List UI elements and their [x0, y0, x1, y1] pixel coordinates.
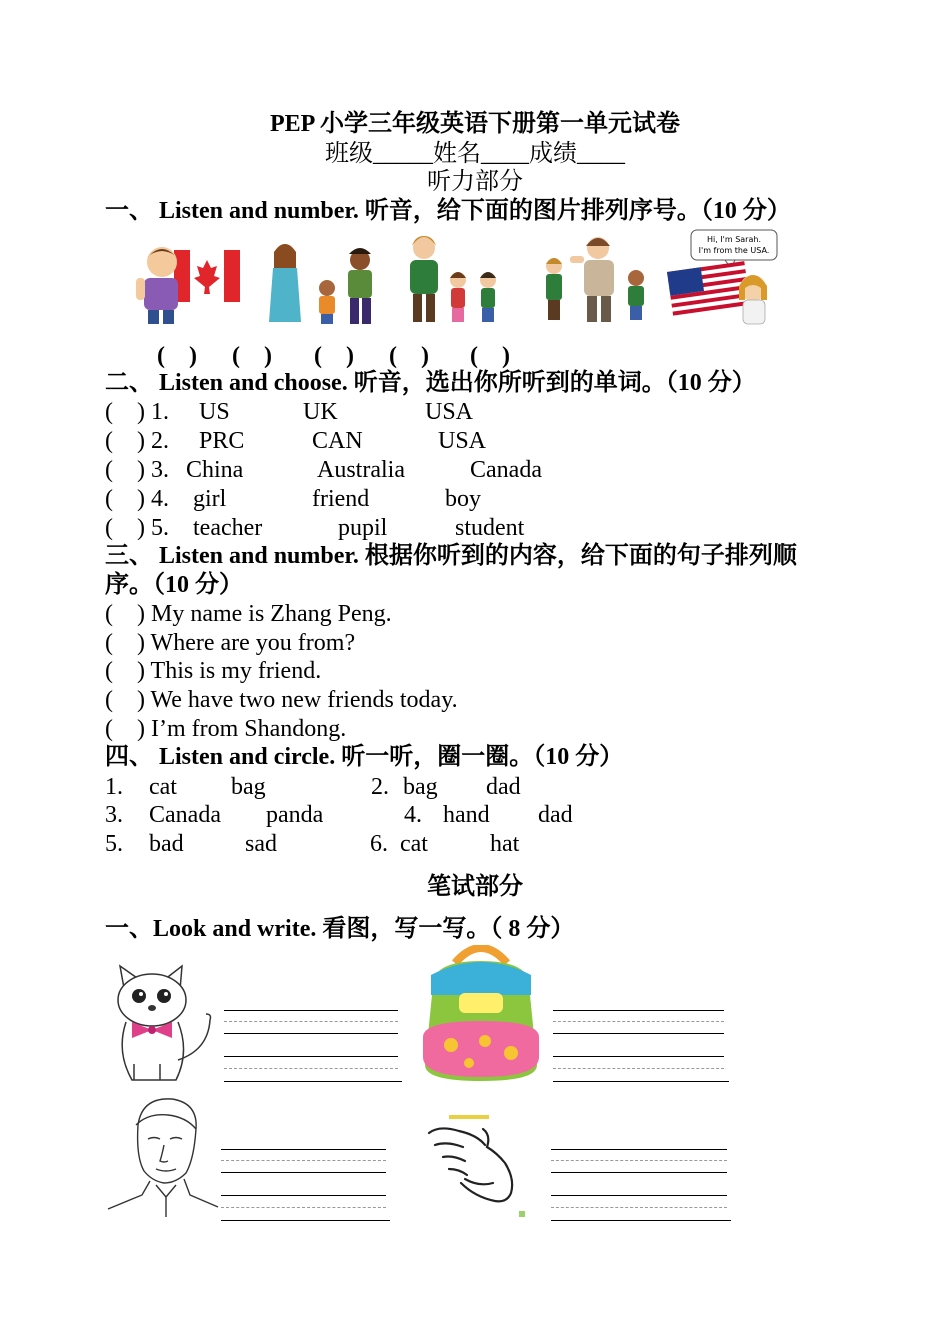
circle-item-1-word-b[interactable]: bag	[231, 774, 266, 800]
circle-item-4-word-b[interactable]: dad	[538, 802, 573, 828]
part4-heading: 四、 Listen and circle. 听一听，圈一圈。（10 分）	[105, 744, 624, 770]
circle-item-5-word-a[interactable]: bad	[149, 831, 184, 857]
cat-picture	[104, 960, 219, 1085]
choose-row-2-option-b[interactable]: CAN	[312, 428, 363, 454]
choose-row-5-option-c[interactable]: student	[455, 515, 525, 541]
write-line[interactable]	[221, 1172, 386, 1173]
circle-item-1-number: 1.	[105, 774, 123, 800]
choose-row-1-option-c[interactable]: USA	[425, 399, 474, 425]
choose-row-3-option-b[interactable]: Australia	[317, 457, 405, 483]
write-line[interactable]	[224, 1081, 402, 1082]
boy-canada-flag-picture	[134, 240, 242, 324]
write-line[interactable]	[224, 1010, 398, 1011]
write-line[interactable]	[551, 1195, 727, 1196]
choose-row-4-option-a[interactable]: girl	[193, 486, 227, 512]
teacher-with-kids-picture	[400, 234, 510, 324]
order-sentence-3[interactable]: ( ) This is my friend.	[105, 658, 322, 684]
part1-heading: 一、 Listen and number. 听音，给下面的图片排列序号。（10 分）	[105, 198, 791, 224]
circle-item-5-number: 5.	[105, 831, 123, 857]
answer-bracket-5[interactable]: ( )	[470, 343, 510, 369]
write-guide-line	[553, 1068, 724, 1069]
choose-row-5-option-a[interactable]: teacher	[193, 515, 263, 541]
choose-row-4-option-c[interactable]: boy	[445, 486, 481, 512]
choose-row-1-option-b[interactable]: UK	[303, 399, 338, 425]
schoolbag-picture	[415, 945, 550, 1085]
write-guide-line	[553, 1021, 724, 1022]
circle-item-3-word-a[interactable]: Canada	[149, 802, 221, 828]
circle-item-6-word-a[interactable]: cat	[400, 831, 428, 857]
written-part1-heading: 一、Look and write. 看图，写一写。（ 8 分）	[105, 916, 575, 942]
student-info-line: 班级_____姓名____成绩____	[325, 141, 625, 167]
circle-item-4-number: 4.	[404, 802, 422, 828]
write-guide-line	[224, 1068, 398, 1069]
answer-bracket-2[interactable]: ( )	[232, 343, 272, 369]
circle-item-3-number: 3.	[105, 802, 123, 828]
order-sentence-1[interactable]: ( ) My name is Zhang Peng.	[105, 601, 392, 627]
circle-item-2-word-b[interactable]: dad	[486, 774, 521, 800]
choose-row-5-number[interactable]: ( ) 5.	[105, 515, 169, 541]
choose-row-2-option-c[interactable]: USA	[438, 428, 487, 454]
write-line[interactable]	[553, 1081, 729, 1082]
speech-bubble-line-1: Hi, I'm Sarah.	[706, 235, 762, 244]
write-line[interactable]	[553, 1033, 724, 1034]
circle-item-2-number: 2.	[371, 774, 389, 800]
write-guide-line	[224, 1021, 398, 1022]
write-line[interactable]	[224, 1056, 398, 1057]
circle-item-4-word-a[interactable]: hand	[443, 802, 490, 828]
choose-row-2-option-a[interactable]: PRC	[199, 428, 245, 454]
write-line[interactable]	[553, 1056, 724, 1057]
circle-item-6-number: 6.	[370, 831, 388, 857]
family-waving-picture	[540, 234, 655, 324]
part3-heading-line-2: 序。（10 分）	[105, 572, 243, 598]
answer-bracket-1[interactable]: ( )	[157, 343, 197, 369]
choose-row-3-number[interactable]: ( ) 3.	[105, 457, 169, 483]
man-picture	[104, 1095, 219, 1220]
circle-item-5-word-b[interactable]: sad	[245, 831, 277, 857]
choose-row-1-number[interactable]: ( ) 1.	[105, 399, 169, 425]
write-guide-line	[551, 1207, 727, 1208]
part3-heading-line-1: 三、 Listen and number. 根据你听到的内容，给下面的句子排列顺	[105, 543, 797, 569]
exam-title: PEP 小学三年级英语下册第一单元试卷	[269, 111, 680, 137]
write-line[interactable]	[553, 1010, 724, 1011]
choose-row-4-option-b[interactable]: friend	[312, 486, 370, 512]
answer-bracket-3[interactable]: ( )	[314, 343, 354, 369]
order-sentence-4[interactable]: ( ) We have two new friends today.	[105, 687, 458, 713]
write-line[interactable]	[551, 1149, 727, 1150]
circle-item-1-word-a[interactable]: cat	[149, 774, 177, 800]
part2-heading: 二、 Listen and choose. 听音，选出你所听到的单词。（10 分）	[105, 370, 756, 396]
write-line[interactable]	[221, 1195, 386, 1196]
choose-row-3-option-c[interactable]: Canada	[470, 457, 542, 483]
choose-row-1-option-a[interactable]: US	[199, 399, 230, 425]
speech-bubble-line-2: I'm from the USA.	[698, 246, 770, 255]
choose-row-3-option-a[interactable]: China	[186, 457, 244, 483]
hand-picture	[425, 1115, 525, 1225]
order-sentence-5[interactable]: ( ) I’m from Shandong.	[105, 716, 347, 742]
sarah-usa-flag-picture	[665, 228, 780, 326]
write-guide-line	[221, 1207, 386, 1208]
write-line[interactable]	[221, 1220, 390, 1221]
listening-section-title: 听力部分	[427, 169, 523, 195]
answer-bracket-4[interactable]: ( )	[389, 343, 429, 369]
order-sentence-2[interactable]: ( ) Where are you from?	[105, 630, 356, 656]
write-line[interactable]	[551, 1220, 731, 1221]
teacher-and-children-picture	[265, 240, 385, 324]
circle-item-3-word-b[interactable]: panda	[266, 802, 324, 828]
write-line[interactable]	[221, 1149, 386, 1150]
write-line[interactable]	[224, 1033, 398, 1034]
choose-row-2-number[interactable]: ( ) 2.	[105, 428, 169, 454]
write-guide-line	[551, 1160, 727, 1161]
choose-row-4-number[interactable]: ( ) 4.	[105, 486, 169, 512]
circle-item-2-word-a[interactable]: bag	[403, 774, 438, 800]
written-section-title: 笔试部分	[427, 874, 523, 900]
write-line[interactable]	[551, 1172, 727, 1173]
choose-row-5-option-b[interactable]: pupil	[338, 515, 388, 541]
write-guide-line	[221, 1160, 386, 1161]
circle-item-6-word-b[interactable]: hat	[490, 831, 520, 857]
